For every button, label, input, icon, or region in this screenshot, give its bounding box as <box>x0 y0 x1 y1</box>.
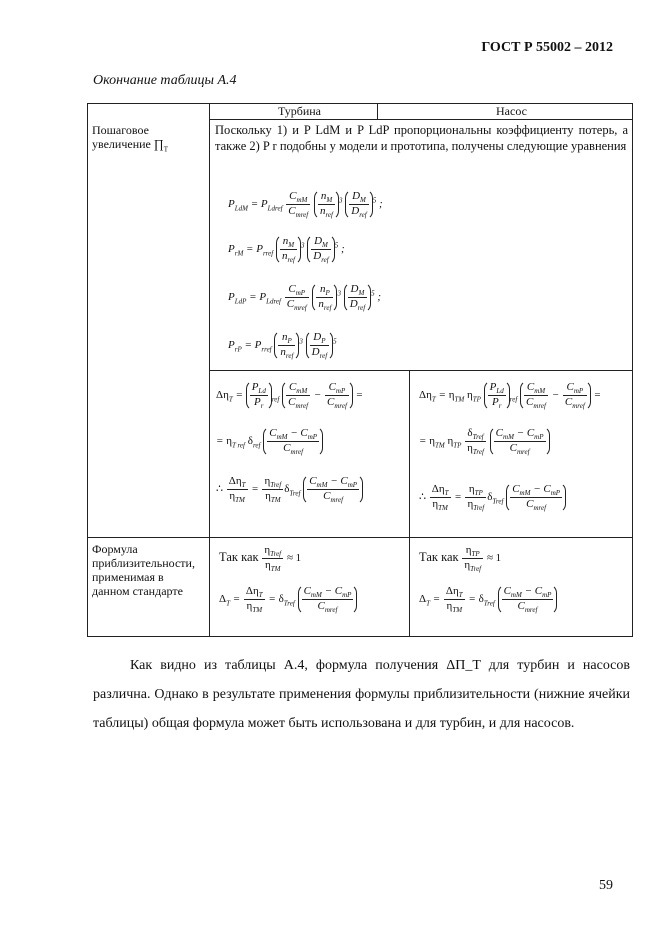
equation-pldp: $P_{LdP} = P_{Ldref}$ $C_{mP}$ $C_{mref}$ $n_P$ $n_{ref}$ $^3$ $D_M$ $D_{ref}$ $^5$ ; <box>228 283 382 313</box>
equation-prp: $P_{rP} = P_{rref}$ $n_P$ $n_{ref}$ $^3$ $D_P$ $D_{ref}$ $^5$ <box>228 331 337 361</box>
table-caption: Окончание таблицы А.4 <box>93 73 237 88</box>
pump-delta-eq2: = $\eta_{TM}$ $\eta_{TP}$ $\delta_{Tref}$ $\eta_{Tref}$ $C_{mM} - C_{mP}$ $C_{mref}$ <box>419 426 550 457</box>
row2-label-line2: приблизительности, <box>92 556 195 570</box>
page-number: 59 <box>599 878 613 893</box>
column-header-pump: Насос <box>496 104 527 118</box>
turbine-pump-divider <box>409 370 410 637</box>
pump-delta-eq3: ∴ $\Delta\eta_T$ $\eta_{TM}$ = $\eta_{TP}$ $\eta_{Tref}$ $\delta_{Tref}$ $C_{mM} - C_{mP}$ $C_{mref}$ <box>419 482 566 513</box>
document-header: ГОСТ Р 55002 – 2012 <box>481 40 613 55</box>
turbine-delta-eq3: ∴ $\Delta\eta_T$ $\eta_{TM}$ = $\eta_{Tref}$ $\eta_{TM}$ $\delta_{Tref}$ $C_{mM} - C_{mP}$ $C_{mref}$ <box>216 474 363 505</box>
pump-since-label: Так как <box>419 550 459 565</box>
turbine-approx-condition: Так как $\eta_{Tref}$ $\eta_{TM}$ ≈ 1 <box>219 544 302 574</box>
row2-label-line1: Формула <box>92 542 138 556</box>
column-header-turbine: Турбина <box>278 104 322 118</box>
pump-delta-eq1: $\Delta\eta_T = \eta_{TM}$ $\eta_{TP}$ $P_{Ld}$ $P_r$ $_{ref}$ $C_{mM}$ $C_{mref}$ − $C_{mP}$ $C_{mref}$ = <box>419 381 602 411</box>
header-col-divider <box>377 104 378 119</box>
pump-approx-formula: $\Delta_T$ = $\Delta\eta_T$ $\eta_{TM}$ = $\delta_{Tref}$ $C_{mM} - C_{mP}$ $C_{mref}$ <box>419 584 557 615</box>
row-label-incremental <box>92 123 168 156</box>
equation-pldm: $P_{LdM} = P_{Ldref}$ $C_{mM}$ $C_{mref}$ $n_M$ $n_{ref}$ $^3$ $D_M$ $D_{ref}$ $^5$ ; <box>228 190 383 220</box>
turbine-delta-eq1: $\Delta\eta_T$ = $P_{Ld}$ $P_r$ $_{ref}$ $C_{mM}$ $C_{mref}$ − $C_{mP}$ $C_{mref}$ = <box>216 381 364 411</box>
table-a4 <box>87 103 633 637</box>
header-bottom-line <box>209 119 633 120</box>
row2-label-line3: применимая в <box>92 570 164 584</box>
row-label-subscript: T <box>163 145 169 154</box>
body-paragraph: Как видно из таблицы А.4, формула получения ΔП_T для турбин и насосов различна. Однако в результате применения формулы приблизительности (нижние ячейки таблицы) общая формула может быть использована и для турбин, и для насосов. <box>93 658 630 731</box>
intro-statement: Поскольку 1) и P LdM и P LdP пропорциональны коэффициенту потерь, а также 2) P r подобны у модели и прототипа, получены следующие уравнения <box>215 123 628 153</box>
row-label-approx <box>92 542 195 598</box>
turbine-delta-eq2: = $\eta_{T ref}$ $\delta_{ref}$ $C_{mM} - C_{mP}$ $C_{mref}$ <box>216 426 323 457</box>
pump-approx-condition: Так как $\eta_{TP}$ $\eta_{Tref}$ ≈ 1 <box>419 544 502 574</box>
row-label-line2: увеличение ∏ <box>92 137 164 151</box>
formula-row-divider <box>209 370 633 371</box>
turbine-since-label: Так как <box>219 550 259 565</box>
row-divider <box>88 537 633 538</box>
turbine-approx-formula: $\Delta_T$ = $\Delta\eta_T$ $\eta_{TM}$ = $\delta_{Tref}$ $C_{mM} - C_{mP}$ $C_{mref}$ <box>219 584 357 615</box>
row2-label-line4: данном стандарте <box>92 584 183 598</box>
row-label-line1: Пошаговое <box>92 123 149 137</box>
equation-prm: $P_{rM} = P_{rref}$ $n_M$ $n_{ref}$ $^3$ $D_M$ $D_{ref}$ $^5$ ; <box>228 235 345 265</box>
